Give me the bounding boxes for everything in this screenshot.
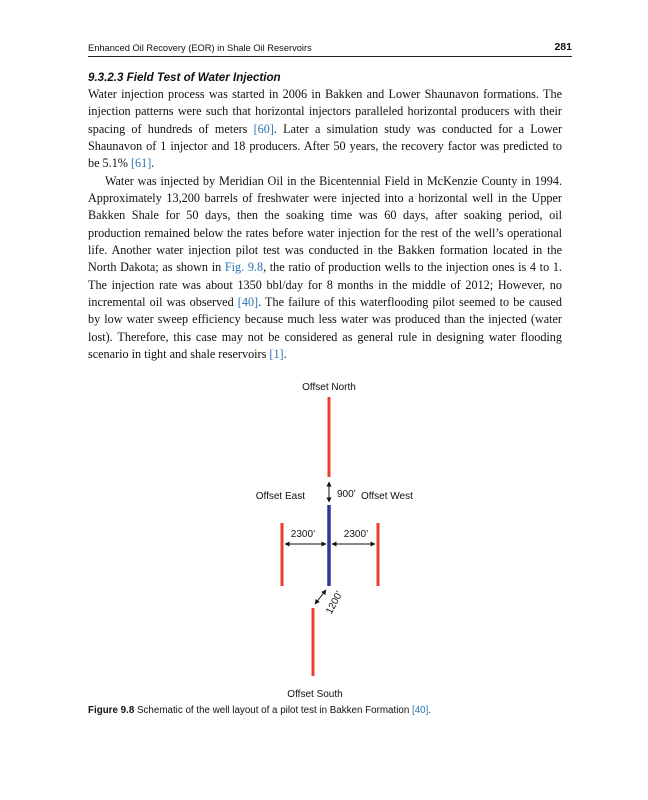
- citation-61[interactable]: [61]: [130, 156, 152, 171]
- citation-40[interactable]: [40]: [237, 295, 259, 310]
- paragraph-1-text-a: Water injection process was started in 2006 in Bakken and Lower Shaunavon formations. The injection patterns were such that horizontal injectors paralleled horizontal producers with their spacing of hundreds of meters: [88, 87, 562, 136]
- label-offset-south: Offset South: [287, 689, 343, 700]
- page-number: 281: [554, 41, 572, 53]
- figure-ref-9-8[interactable]: Fig. 9.8: [224, 260, 264, 275]
- paragraph-2-text-d: .: [283, 347, 287, 362]
- paragraph-2-text-c: . The failure of this waterflooding pilot seemed to be caused by low water sweep efficiency because much less water was produced than the injected (water lost). Therefore, this case may not be considered as general rule in designing water flooding scenario in tight and shale reservoirs: [88, 295, 562, 362]
- caption-label: Figure 9.8: [88, 705, 135, 716]
- caption-citation-40[interactable]: [40]: [412, 705, 429, 716]
- paragraph-1-text-b: . Later a simulation study was conducted for a Lower Shaunavon of 1 injector and 18 producers. After 50 years, the recovery factor was predicted to be 5.1%: [88, 121, 563, 171]
- caption-end: .: [428, 705, 432, 716]
- figure-caption: [88, 705, 572, 716]
- label-1200: 1200’: [324, 589, 346, 617]
- label-offset-east: Offset East: [255, 491, 305, 502]
- label-900: 900’: [337, 489, 356, 500]
- label-2300-left: 2300’: [290, 529, 316, 540]
- citation-60[interactable]: [60]: [253, 121, 274, 136]
- dim-1200-arrow: [315, 590, 326, 604]
- caption-text: Schematic of the well layout of a pilot test in Bakken Formation: [134, 705, 412, 716]
- label-2300-right: 2300’: [343, 529, 369, 540]
- paragraph-2-text-a: Water was injected by Meridian Oil in the Bicentennial Field in McKenzie County in 1994. Approximately 13,200 barrels of freshwater were injected into a horizontal well in the Upper Bakken Shale for 50 days, then the soaking time was 60 days, after soaking period, oil production remained below the rates before water injection for the rest of the well’s operational life. Another water injection pilot test was conducted in the Bakken formation located in the North Dakota; as shown in: [88, 173, 562, 275]
- label-offset-north: Offset North: [302, 382, 356, 393]
- paragraph-2-text-b: , the ratio of production wells to the injection ones is 4 to 1. The injection rate was about 1350 bbl/day for 8 months in the middle of 2012; However, no incremental oil was observed: [88, 260, 562, 310]
- label-offset-west: Offset West: [361, 491, 413, 502]
- section-title: 9.3.2.3 Field Test of Water Injection: [88, 71, 281, 84]
- running-title: Enhanced Oil Recovery (EOR) in Shale Oil Reservoirs: [88, 43, 312, 53]
- citation-1[interactable]: [1]: [269, 347, 284, 362]
- paragraph-1-text-c: .: [151, 156, 155, 171]
